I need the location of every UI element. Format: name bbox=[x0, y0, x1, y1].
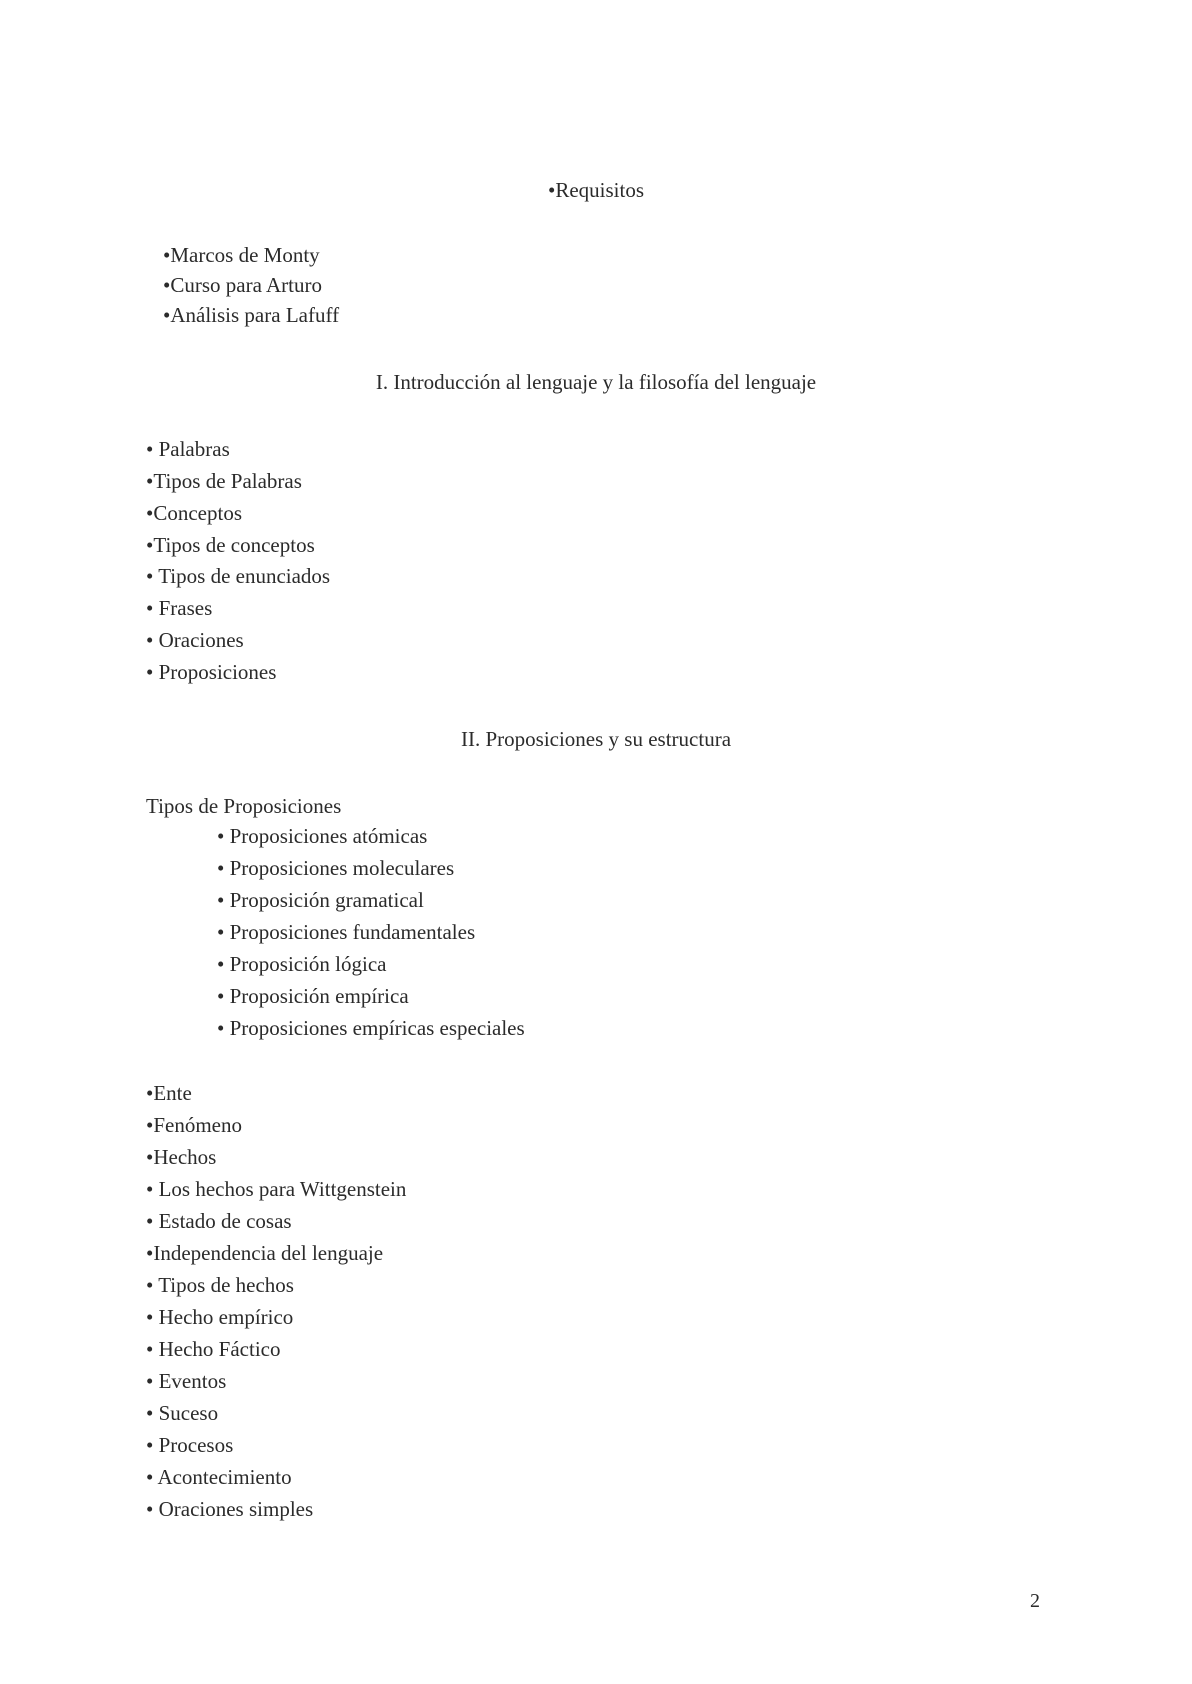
list-item: • Procesos bbox=[146, 1433, 234, 1457]
list-item: •Conceptos bbox=[146, 501, 243, 525]
list-item: •Independencia del lenguaje bbox=[146, 1241, 384, 1265]
page-title: •Requisitos bbox=[547, 178, 645, 202]
sub-list-item: • Proposición gramatical bbox=[217, 888, 424, 912]
list-item: • Palabras bbox=[146, 437, 230, 461]
list-item: • Estado de cosas bbox=[146, 1209, 292, 1233]
section-intro: Tipos de Proposiciones bbox=[146, 794, 342, 818]
list-item: • Acontecimiento bbox=[146, 1465, 292, 1489]
list-item: • Proposiciones bbox=[146, 660, 277, 684]
list-item: • Hecho Fáctico bbox=[146, 1337, 281, 1361]
sub-list-item: • Proposición empírica bbox=[217, 984, 409, 1008]
list-item: • Tipos de enunciados bbox=[146, 564, 331, 588]
list-item: • Tipos de hechos bbox=[146, 1273, 294, 1297]
list-item: • Suceso bbox=[146, 1401, 219, 1425]
list-item: • Frases bbox=[146, 596, 213, 620]
list-item: •Ente bbox=[146, 1081, 192, 1105]
list-item: • Eventos bbox=[146, 1369, 227, 1393]
sub-list-item: • Proposiciones moleculares bbox=[217, 856, 455, 880]
list-item: •Tipos de Palabras bbox=[146, 469, 302, 493]
sub-list-item: • Proposiciones fundamentales bbox=[217, 920, 476, 944]
list-item: •Tipos de conceptos bbox=[146, 533, 315, 557]
list-item: • Oraciones bbox=[146, 628, 244, 652]
list-item: •Hechos bbox=[146, 1145, 217, 1169]
sub-list-item: • Proposiciones empíricas especiales bbox=[217, 1016, 525, 1040]
list-item: • Oraciones simples bbox=[146, 1497, 314, 1521]
list-item: • Hecho empírico bbox=[146, 1305, 294, 1329]
list-item: •Fenómeno bbox=[146, 1113, 243, 1137]
sub-list-item: • Proposición lógica bbox=[217, 952, 387, 976]
author-line-2: •Curso para Arturo bbox=[163, 273, 322, 297]
list-item: • Los hechos para Wittgenstein bbox=[146, 1177, 407, 1201]
author-line-3: •Análisis para Lafuff bbox=[163, 303, 340, 327]
page-number: 2 bbox=[1030, 1590, 1040, 1612]
section-heading-2: II. Proposiciones y su estructura bbox=[460, 727, 732, 751]
sub-list-item: • Proposiciones atómicas bbox=[217, 824, 428, 848]
section-heading-1: I. Introducción al lenguaje y la filosofía del lenguaje bbox=[375, 370, 817, 394]
author-line-1: •Marcos de Monty bbox=[163, 243, 320, 267]
